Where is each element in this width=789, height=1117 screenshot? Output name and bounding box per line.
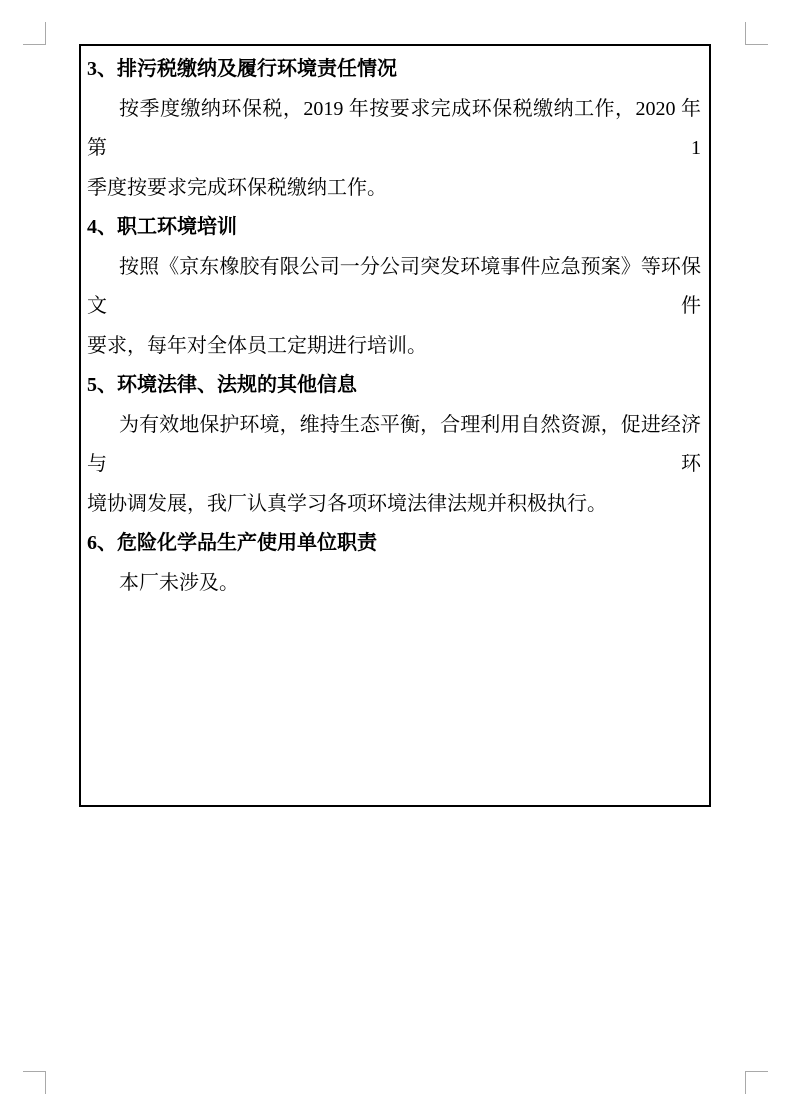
paragraph-line: 本厂未涉及。 — [119, 571, 239, 594]
crop-mark-top-left-icon — [23, 22, 46, 45]
paragraph-line: 按照《京东橡胶有限公司一分公司突发环境事件应急预案》等环保文件 — [87, 255, 701, 317]
section-heading: 3、排污税缴纳及履行环境责任情况 — [87, 58, 397, 80]
section-heading: 5、环境法律、法规的其他信息 — [87, 374, 357, 396]
crop-mark-top-right-icon — [745, 22, 768, 45]
paragraph-line: 按季度缴纳环保税，2019 年按要求完成环保税缴纳工作，2020 年第 1 — [87, 97, 701, 159]
paragraph-line: 境协调发展，我厂认真学习各项环境法律法规并积极执行。 — [87, 492, 607, 515]
paragraph-line: 要求，每年对全体员工定期进行培训。 — [87, 334, 427, 357]
section-hazardous-chemicals — [87, 524, 701, 603]
section-heading: 4、职工环境培训 — [87, 216, 237, 238]
section-pollution-tax — [87, 50, 701, 208]
section-environmental-law — [87, 366, 701, 524]
crop-mark-bottom-left-icon — [23, 1071, 46, 1094]
section-staff-training — [87, 208, 701, 366]
crop-mark-bottom-right-icon — [745, 1071, 768, 1094]
paragraph-line: 为有效地保护环境，维持生态平衡，合理利用自然资源，促进经济与环 — [87, 413, 701, 475]
content-table-cell — [79, 44, 711, 807]
section-heading: 6、危险化学品生产使用单位职责 — [87, 532, 377, 554]
paragraph-line: 季度按要求完成环保税缴纳工作。 — [87, 176, 387, 199]
